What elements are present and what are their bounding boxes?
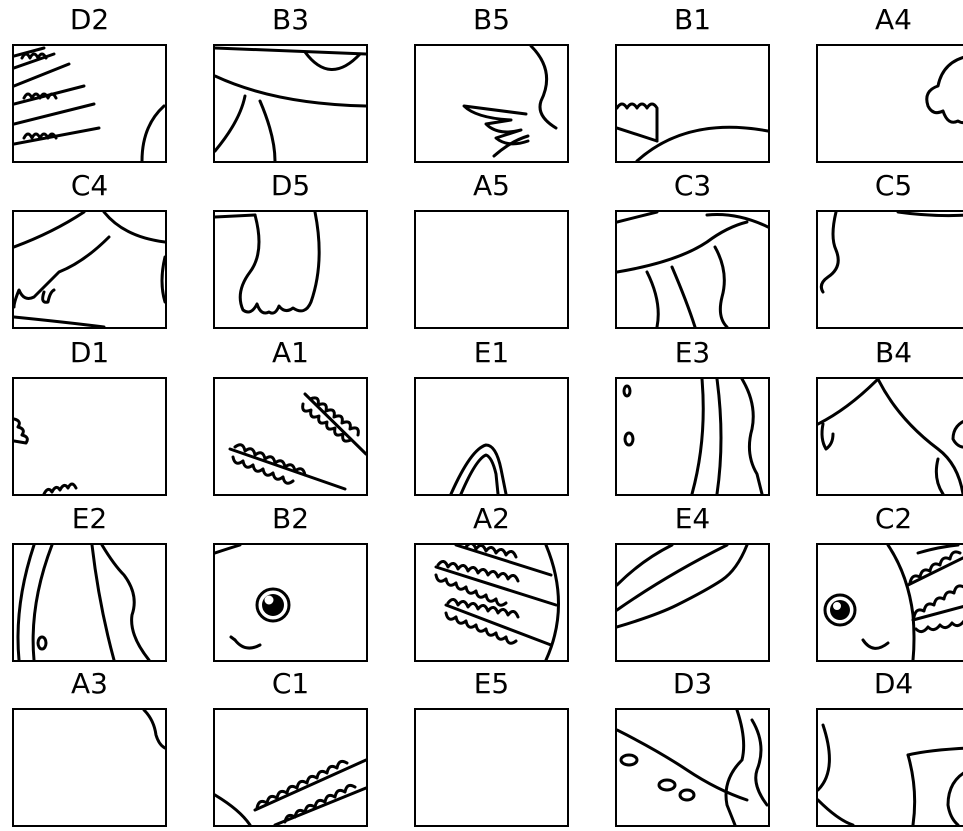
piece-drawing	[818, 212, 963, 327]
piece-drawing	[416, 545, 567, 660]
puzzle-piece-d3[interactable]	[615, 664, 770, 824]
piece-label: A3	[71, 667, 108, 700]
piece-label: E5	[473, 667, 510, 700]
puzzle-piece-b3[interactable]	[213, 0, 368, 160]
piece-label: D4	[873, 667, 914, 700]
piece-tile[interactable]	[213, 210, 368, 329]
puzzle-piece-a2[interactable]	[414, 499, 569, 659]
piece-drawing	[617, 545, 768, 660]
piece-label: E1	[473, 336, 510, 369]
piece-label: A5	[473, 169, 510, 202]
puzzle-piece-a1[interactable]	[213, 333, 368, 493]
piece-drawing	[14, 212, 165, 327]
piece-label: E2	[71, 502, 108, 535]
puzzle-piece-c5[interactable]	[816, 166, 963, 326]
piece-tile[interactable]	[213, 543, 368, 662]
puzzle-piece-b5[interactable]	[414, 0, 569, 160]
piece-label: C4	[70, 169, 109, 202]
piece-drawing	[818, 46, 963, 161]
piece-drawing	[617, 46, 768, 161]
puzzle-piece-e1[interactable]	[414, 333, 569, 493]
piece-label: B4	[874, 336, 913, 369]
piece-label: D5	[270, 169, 311, 202]
piece-tile[interactable]	[615, 44, 770, 163]
piece-tile[interactable]	[12, 708, 167, 827]
piece-drawing	[14, 379, 165, 494]
piece-drawing	[818, 545, 963, 660]
piece-tile[interactable]	[615, 543, 770, 662]
puzzle-piece-b4[interactable]	[816, 333, 963, 493]
piece-label: E4	[674, 502, 711, 535]
piece-tile[interactable]	[816, 708, 963, 827]
piece-drawing	[215, 710, 366, 825]
puzzle-piece-c1[interactable]	[213, 664, 368, 824]
puzzle-piece-a3[interactable]	[12, 664, 167, 824]
piece-label: B5	[472, 3, 511, 36]
piece-drawing	[617, 379, 768, 494]
puzzle-piece-e4[interactable]	[615, 499, 770, 659]
piece-drawing	[416, 212, 567, 327]
piece-tile[interactable]	[414, 44, 569, 163]
puzzle-piece-e3[interactable]	[615, 333, 770, 493]
piece-drawing	[416, 379, 567, 494]
piece-tile[interactable]	[816, 377, 963, 496]
puzzle-piece-c2[interactable]	[816, 499, 963, 659]
piece-tile[interactable]	[816, 44, 963, 163]
piece-label: A2	[473, 502, 510, 535]
piece-drawing	[416, 46, 567, 161]
piece-drawing	[215, 379, 366, 494]
piece-label: B3	[271, 3, 310, 36]
piece-tile[interactable]	[414, 377, 569, 496]
piece-tile[interactable]	[816, 543, 963, 662]
piece-label: A4	[875, 3, 912, 36]
puzzle-piece-a4[interactable]	[816, 0, 963, 160]
piece-tile[interactable]	[12, 210, 167, 329]
piece-tile[interactable]	[12, 44, 167, 163]
piece-tile[interactable]	[615, 377, 770, 496]
piece-tile[interactable]	[12, 543, 167, 662]
puzzle-piece-c4[interactable]	[12, 166, 167, 326]
piece-tile[interactable]	[213, 708, 368, 827]
piece-drawing	[617, 710, 768, 825]
piece-tile[interactable]	[414, 708, 569, 827]
piece-tile[interactable]	[615, 708, 770, 827]
piece-label: A1	[272, 336, 309, 369]
puzzle-piece-a5[interactable]	[414, 166, 569, 326]
piece-tile[interactable]	[12, 377, 167, 496]
piece-drawing	[617, 212, 768, 327]
piece-label: D3	[672, 667, 713, 700]
piece-drawing	[14, 46, 165, 161]
puzzle-piece-e5[interactable]	[414, 664, 569, 824]
puzzle-piece-b1[interactable]	[615, 0, 770, 160]
piece-tile[interactable]	[414, 210, 569, 329]
piece-drawing	[818, 379, 963, 494]
piece-tile[interactable]	[615, 210, 770, 329]
puzzle-piece-b2[interactable]	[213, 499, 368, 659]
piece-tile[interactable]	[213, 377, 368, 496]
puzzle-piece-d4[interactable]	[816, 664, 963, 824]
piece-drawing	[14, 710, 165, 825]
piece-drawing	[416, 710, 567, 825]
piece-drawing	[215, 46, 366, 161]
piece-drawing	[818, 710, 963, 825]
piece-label: C1	[271, 667, 310, 700]
piece-label: D1	[69, 336, 110, 369]
piece-tile[interactable]	[414, 543, 569, 662]
piece-drawing	[215, 212, 366, 327]
puzzle-piece-d1[interactable]	[12, 333, 167, 493]
puzzle-piece-e2[interactable]	[12, 499, 167, 659]
puzzle-piece-c3[interactable]	[615, 166, 770, 326]
puzzle-piece-d2[interactable]	[12, 0, 167, 160]
piece-drawing	[14, 545, 165, 660]
piece-label: D2	[69, 3, 110, 36]
piece-label: C5	[874, 169, 913, 202]
piece-label: B1	[673, 3, 712, 36]
piece-drawing	[215, 545, 366, 660]
piece-label: E3	[674, 336, 711, 369]
puzzle-piece-d5[interactable]	[213, 166, 368, 326]
piece-tile[interactable]	[816, 210, 963, 329]
piece-label: C3	[673, 169, 712, 202]
piece-label: B2	[271, 502, 310, 535]
piece-label: C2	[874, 502, 913, 535]
piece-tile[interactable]	[213, 44, 368, 163]
